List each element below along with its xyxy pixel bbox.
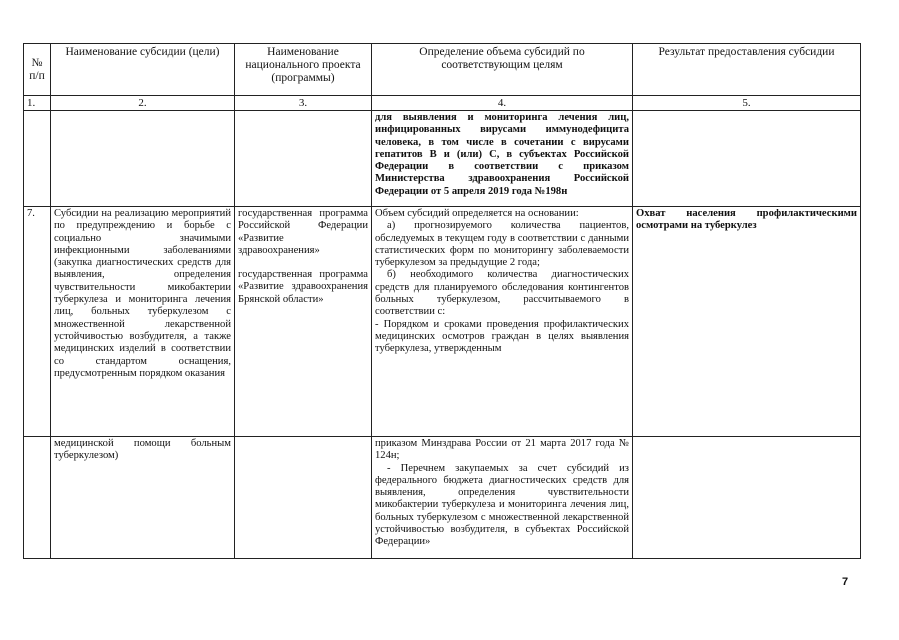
row7-result: Охват населения профилактическими осмотрами на туберкулез xyxy=(633,207,861,437)
table-row-7-continued xyxy=(24,437,861,559)
col-number-2: 2. xyxy=(51,96,235,111)
row7-cont-subsidy-name: медицинской помощи больным туберкулезом) xyxy=(51,437,235,559)
col-number-4: 4. xyxy=(372,96,633,111)
subsidy-table xyxy=(23,43,861,559)
header-volume-definition: Определение объема субсидий по соответствующим целям xyxy=(372,44,633,96)
row7-project-name: государственная программа Российской Федерации «Развитие здравоохранения» государственная программа «Развитие здравоохранения Брянской области» xyxy=(235,207,372,437)
table-row-continued xyxy=(24,111,861,207)
row-cont-volume-text: для выявления и мониторинга лечения лиц, инфицированных вирусами иммунодефицита человека, в том числе в сочетании с вирусами гепатитов В и (или) С, в субъектах Российской Федерации в соответствии с приказом Министерства здравоохранения Российской Федерации от 5 апреля 2019 года №198н xyxy=(372,111,633,207)
numbering-row xyxy=(24,96,861,111)
header-project-name: Наименование национального проекта (программы) xyxy=(235,44,372,96)
row7-volume-definition: Объем субсидий определяется на основании: а) прогнозируемого количества пациентов, обследуемых в текущем году в соответствии с данными статистических форм по мониторингу заболеваемости туберкулезом за предыдущие 2 года; б) необходимого количества диагностических средств для планируемого обследования контингентов больных туберкулезом, рассчитываемого в соответствии с: - Порядком и сроками проведения профилактических медицинских осмотров граждан в целях выявления туберкулеза, утвержденным xyxy=(372,207,633,437)
col-number-1: 1. xyxy=(24,96,51,111)
col-number-3: 3. xyxy=(235,96,372,111)
table-row-7 xyxy=(24,207,861,437)
col-number-5: 5. xyxy=(633,96,861,111)
row7-subsidy-name: Субсидии на реализацию мероприятий по предупреждению и борьбе с социально значимыми инфекционными заболеваниями (закупка диагностических средств для выявления, определения чувствительности микобактерии туберкулеза и мониторинга лечения лиц, больных туберкулезом с множественной лекарственной устойчивостью возбудителя, а также медицинских изделий в соответствии со стандартом оснащения, предусмотренным порядком оказания xyxy=(51,207,235,437)
page-number: 7 xyxy=(842,576,849,588)
row7-num: 7. xyxy=(24,207,51,437)
header-num: № п/п xyxy=(24,44,51,96)
header-result: Результат предоставления субсидии xyxy=(633,44,861,96)
table-header-row xyxy=(24,44,861,96)
header-subsidy-name: Наименование субсидии (цели) xyxy=(51,44,235,96)
row7-cont-volume-definition: приказом Минздрава России от 21 марта 2017 года № 124н; - Перечнем закупаемых за счет субсидий из федерального бюджета диагностических средств для выявления, определения чувствительности микобактерии туберкулеза и мониторинга лечения лиц, больных туберкулезом с множественной лекарственной устойчивостью возбудителя, в субъектах Российской Федерации» xyxy=(372,437,633,559)
